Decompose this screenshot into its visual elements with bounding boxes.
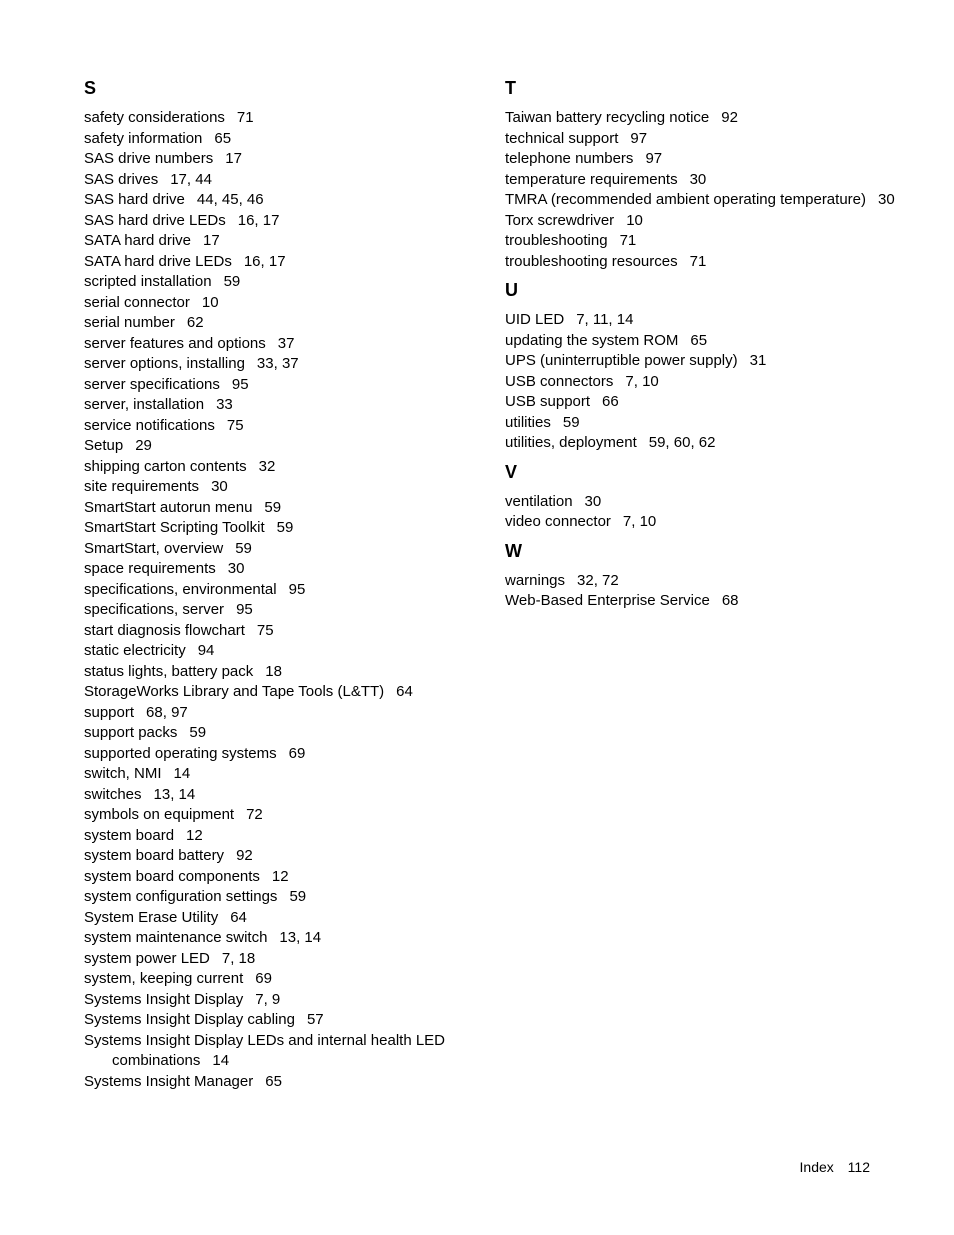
index-entry bbox=[84, 867, 484, 888]
index-page-refs: 33, 37 bbox=[256, 355, 299, 372]
index-page-refs: 32 bbox=[258, 457, 276, 475]
index-term: Web-Based Enterprise Service bbox=[505, 592, 710, 609]
index-entry bbox=[505, 108, 925, 129]
index-page-refs: 18 bbox=[265, 662, 282, 680]
index-section-t bbox=[505, 76, 925, 272]
entry-list bbox=[505, 310, 925, 454]
section-letter: T bbox=[505, 78, 516, 98]
index-term: switch, NMI bbox=[84, 765, 162, 782]
index-page-refs: 13, 14 bbox=[153, 785, 196, 803]
index-entry bbox=[84, 1010, 484, 1031]
index-term: Systems Insight Display bbox=[84, 990, 244, 1008]
index-entry bbox=[84, 457, 484, 478]
index-entry bbox=[84, 641, 484, 662]
index-term: Setup bbox=[84, 437, 124, 454]
index-term: troubleshooting resources bbox=[505, 252, 678, 270]
index-page-refs: 17 bbox=[225, 150, 242, 167]
index-term: Systems Insight Manager bbox=[84, 1072, 254, 1090]
index-page-refs: 7, 10 bbox=[625, 372, 659, 390]
index-page-refs: 69 bbox=[255, 970, 272, 987]
index-entry bbox=[505, 351, 925, 372]
index-term: utilities, deployment bbox=[505, 434, 637, 451]
index-entry bbox=[84, 723, 484, 744]
index-page-refs: 97 bbox=[630, 129, 648, 147]
index-term: shipping carton contents bbox=[84, 457, 247, 475]
index-term: SmartStart autorun menu bbox=[84, 498, 253, 516]
index-term: SAS hard drive LEDs bbox=[84, 211, 226, 229]
index-entry bbox=[84, 354, 484, 375]
index-entry bbox=[84, 1072, 484, 1093]
index-term: space requirements bbox=[84, 560, 216, 577]
index-page-refs: 59 bbox=[289, 888, 307, 905]
index-page-refs: 7, 9 bbox=[255, 990, 281, 1008]
index-term: switches bbox=[84, 785, 142, 803]
index-term: system power LED bbox=[84, 949, 210, 967]
index-entry bbox=[505, 413, 925, 434]
section-letter: U bbox=[505, 280, 518, 300]
index-term: system board components bbox=[84, 867, 260, 885]
index-entry bbox=[84, 785, 484, 806]
index-entry bbox=[84, 744, 484, 765]
index-entry bbox=[84, 990, 484, 1011]
index-page-refs: 16, 17 bbox=[237, 211, 280, 229]
index-term: serial connector bbox=[84, 293, 190, 311]
index-page-refs: 95 bbox=[236, 601, 253, 618]
index-page-refs: 62 bbox=[186, 314, 204, 331]
index-term: system board bbox=[84, 826, 175, 844]
index-page-refs: 7, 11, 14 bbox=[576, 311, 634, 328]
index-term: start diagnosis flowchart bbox=[84, 621, 245, 639]
index-entry bbox=[84, 826, 484, 847]
index-entry bbox=[505, 492, 925, 513]
index-term: System Erase Utility bbox=[84, 908, 219, 926]
index-page-refs: 10 bbox=[626, 211, 643, 229]
index-term: symbols on equipment bbox=[84, 806, 235, 823]
index-term: UPS (uninterruptible power supply) bbox=[505, 352, 738, 369]
index-entry bbox=[84, 129, 484, 150]
index-page-refs: 14 bbox=[212, 1052, 230, 1069]
index-term: status lights, battery pack bbox=[84, 662, 254, 680]
index-page-refs: 30 bbox=[227, 560, 245, 577]
index-term: SAS drives bbox=[84, 170, 159, 188]
index-entry bbox=[84, 928, 484, 949]
index-page-refs: 30 bbox=[878, 191, 895, 208]
index-entry bbox=[84, 334, 484, 355]
index-page-refs: 68, 97 bbox=[146, 703, 188, 721]
index-page-refs: 59 bbox=[235, 539, 252, 557]
index-term: SATA hard drive LEDs bbox=[84, 252, 232, 270]
index-term: specifications, server bbox=[84, 601, 225, 618]
index-term: video connector bbox=[505, 513, 611, 530]
index-term: system board battery bbox=[84, 847, 225, 864]
index-term: scripted installation bbox=[84, 273, 212, 290]
index-page-refs: 92 bbox=[236, 847, 253, 864]
index-page-refs: 66 bbox=[602, 393, 619, 410]
index-term: static electricity bbox=[84, 642, 186, 659]
index-term: system maintenance switch bbox=[84, 929, 268, 946]
index-page-refs: 95 bbox=[288, 580, 306, 598]
index-section-u bbox=[505, 278, 925, 454]
index-page-refs: 75 bbox=[256, 621, 274, 639]
index-term: service notifications bbox=[84, 416, 215, 434]
index-page-refs: 57 bbox=[306, 1011, 324, 1028]
index-page-refs: 7, 18 bbox=[221, 949, 256, 967]
index-entry bbox=[84, 969, 484, 990]
index-entry bbox=[84, 416, 484, 437]
index-section-w bbox=[505, 539, 925, 612]
index-entry bbox=[84, 846, 484, 867]
index-entry bbox=[84, 703, 484, 724]
index-entry bbox=[505, 170, 925, 191]
index-page-refs: 65 bbox=[214, 129, 232, 147]
index-term: server options, installing bbox=[84, 355, 245, 372]
index-entry bbox=[84, 395, 484, 416]
index-entry bbox=[84, 1031, 484, 1072]
index-entry bbox=[505, 211, 925, 232]
index-term: temperature requirements bbox=[505, 170, 678, 188]
section-letter: S bbox=[84, 78, 97, 98]
index-term: USB support bbox=[505, 393, 591, 410]
footer-label: Index bbox=[799, 1159, 834, 1175]
index-page-refs: 59, 60, 62 bbox=[648, 434, 716, 451]
index-entry bbox=[505, 149, 925, 170]
index-page-refs: 59 bbox=[276, 519, 294, 536]
index-page-refs: 59 bbox=[264, 498, 282, 516]
index-page-refs: 12 bbox=[186, 826, 203, 844]
index-page-refs: 94 bbox=[197, 642, 215, 659]
index-page-refs: 16, 17 bbox=[243, 252, 286, 270]
index-term: ventilation bbox=[505, 492, 573, 510]
index-entry bbox=[84, 375, 484, 396]
index-page-refs: 10 bbox=[201, 293, 219, 311]
index-page-refs: 92 bbox=[721, 109, 738, 126]
entry-list bbox=[505, 108, 925, 272]
index-page-refs: 68 bbox=[721, 592, 739, 609]
index-entry bbox=[505, 372, 925, 393]
index-term: SmartStart Scripting Toolkit bbox=[84, 519, 265, 536]
index-page-refs: 14 bbox=[173, 765, 191, 782]
index-entry bbox=[84, 436, 484, 457]
index-page-refs: 95 bbox=[231, 375, 249, 393]
index-entry bbox=[505, 571, 925, 592]
index-entry bbox=[84, 559, 484, 580]
entry-list bbox=[84, 108, 484, 1092]
index-entry bbox=[84, 272, 484, 293]
index-entry bbox=[84, 539, 484, 560]
index-column-right bbox=[505, 76, 925, 612]
index-page-refs: 59 bbox=[189, 724, 207, 741]
entry-list bbox=[505, 571, 925, 612]
index-page-refs: 44, 45, 46 bbox=[196, 191, 264, 208]
index-page-refs: 71 bbox=[619, 232, 637, 249]
index-page-refs: 59 bbox=[562, 413, 580, 431]
index-term: warnings bbox=[505, 571, 566, 589]
index-term: serial number bbox=[84, 314, 175, 331]
index-term: system, keeping current bbox=[84, 970, 244, 987]
index-term: Systems Insight Display LEDs and internal health LED combinations bbox=[84, 1031, 446, 1069]
index-term: StorageWorks Library and Tape Tools (L&TT) bbox=[84, 683, 385, 700]
index-term: Taiwan battery recycling notice bbox=[505, 109, 710, 126]
index-term: updating the system ROM bbox=[505, 331, 679, 349]
index-entry bbox=[84, 252, 484, 273]
index-entry bbox=[505, 252, 925, 273]
index-page-refs: 32, 72 bbox=[577, 571, 619, 589]
index-term: safety considerations bbox=[84, 109, 225, 126]
index-term: SATA hard drive bbox=[84, 232, 191, 249]
page-number: 112 bbox=[847, 1159, 870, 1175]
index-page-refs: 69 bbox=[288, 744, 306, 762]
index-entry bbox=[505, 433, 925, 454]
index-term: system configuration settings bbox=[84, 888, 278, 905]
index-term: safety information bbox=[84, 129, 203, 147]
index-page-refs: 97 bbox=[645, 150, 663, 167]
index-entry bbox=[84, 313, 484, 334]
index-entry bbox=[84, 231, 484, 252]
index-term: Systems Insight Display cabling bbox=[84, 1011, 295, 1028]
index-entry bbox=[505, 129, 925, 150]
index-term: USB connectors bbox=[505, 372, 614, 390]
index-term: specifications, environmental bbox=[84, 580, 277, 598]
index-page-refs: 37 bbox=[277, 334, 295, 352]
index-term: UID LED bbox=[505, 311, 565, 328]
index-entry bbox=[84, 211, 484, 232]
index-term: server, installation bbox=[84, 396, 205, 413]
index-entry bbox=[84, 108, 484, 129]
index-page-refs: 64 bbox=[396, 683, 413, 700]
section-letter: V bbox=[505, 461, 518, 482]
index-entry bbox=[505, 392, 925, 413]
index-entry bbox=[84, 662, 484, 683]
index-entry bbox=[84, 682, 484, 703]
index-page-refs: 30 bbox=[211, 478, 228, 495]
index-entry bbox=[84, 621, 484, 642]
index-section-s bbox=[84, 76, 484, 1092]
index-section-v bbox=[505, 460, 925, 533]
index-entry bbox=[84, 949, 484, 970]
index-term: server features and options bbox=[84, 334, 266, 352]
index-page-refs: 65 bbox=[265, 1072, 282, 1090]
index-term: telephone numbers bbox=[505, 150, 634, 167]
index-entry bbox=[505, 190, 925, 211]
index-entry bbox=[84, 764, 484, 785]
index-page-refs: 30 bbox=[689, 170, 707, 188]
index-page-refs: 31 bbox=[749, 352, 767, 369]
index-column-left bbox=[84, 76, 484, 1092]
index-term: technical support bbox=[505, 129, 619, 147]
index-entry bbox=[84, 498, 484, 519]
index-page-refs: 59 bbox=[223, 273, 241, 290]
index-entry bbox=[84, 149, 484, 170]
index-page-refs: 75 bbox=[226, 416, 244, 434]
index-term: supported operating systems bbox=[84, 744, 277, 762]
index-page-refs: 64 bbox=[230, 908, 247, 926]
index-entry bbox=[505, 591, 925, 612]
index-entry bbox=[505, 310, 925, 331]
index-entry bbox=[84, 477, 484, 498]
index-term: support bbox=[84, 703, 135, 721]
index-term: support packs bbox=[84, 724, 178, 741]
index-page-refs: 17 bbox=[203, 232, 220, 249]
index-entry bbox=[84, 580, 484, 601]
index-page-refs: 30 bbox=[584, 492, 602, 510]
index-page-refs: 17, 44 bbox=[170, 170, 212, 188]
index-entry bbox=[505, 512, 925, 533]
index-page-refs: 7, 10 bbox=[622, 513, 657, 530]
index-entry bbox=[84, 887, 484, 908]
index-term: site requirements bbox=[84, 478, 200, 495]
index-page-refs: 71 bbox=[236, 109, 254, 126]
index-entry bbox=[84, 600, 484, 621]
page-footer bbox=[800, 1157, 870, 1177]
index-entry bbox=[84, 805, 484, 826]
index-term: troubleshooting bbox=[505, 232, 608, 249]
index-entry bbox=[84, 293, 484, 314]
index-page-refs: 29 bbox=[135, 437, 152, 454]
index-entry bbox=[505, 231, 925, 252]
index-page-refs: 65 bbox=[690, 331, 708, 349]
index-page-refs: 13, 14 bbox=[279, 929, 322, 946]
index-page-refs: 72 bbox=[246, 806, 263, 823]
index-term: utilities bbox=[505, 413, 551, 431]
index-term: SAS drive numbers bbox=[84, 150, 214, 167]
index-entry bbox=[84, 908, 484, 929]
entry-list bbox=[505, 492, 925, 533]
index-entry bbox=[84, 518, 484, 539]
index-term: SmartStart, overview bbox=[84, 539, 224, 557]
index-term: SAS hard drive bbox=[84, 191, 185, 208]
index-page-refs: 33 bbox=[216, 396, 233, 413]
index-page-refs: 71 bbox=[689, 252, 707, 270]
section-letter: W bbox=[505, 540, 522, 561]
index-entry bbox=[84, 190, 484, 211]
index-page-refs: 12 bbox=[271, 867, 289, 885]
index-term: TMRA (recommended ambient operating temperature) bbox=[505, 191, 866, 208]
index-term: server specifications bbox=[84, 375, 220, 393]
index-term: Torx screwdriver bbox=[505, 211, 615, 229]
index-entry bbox=[84, 170, 484, 191]
index-entry bbox=[505, 331, 925, 352]
